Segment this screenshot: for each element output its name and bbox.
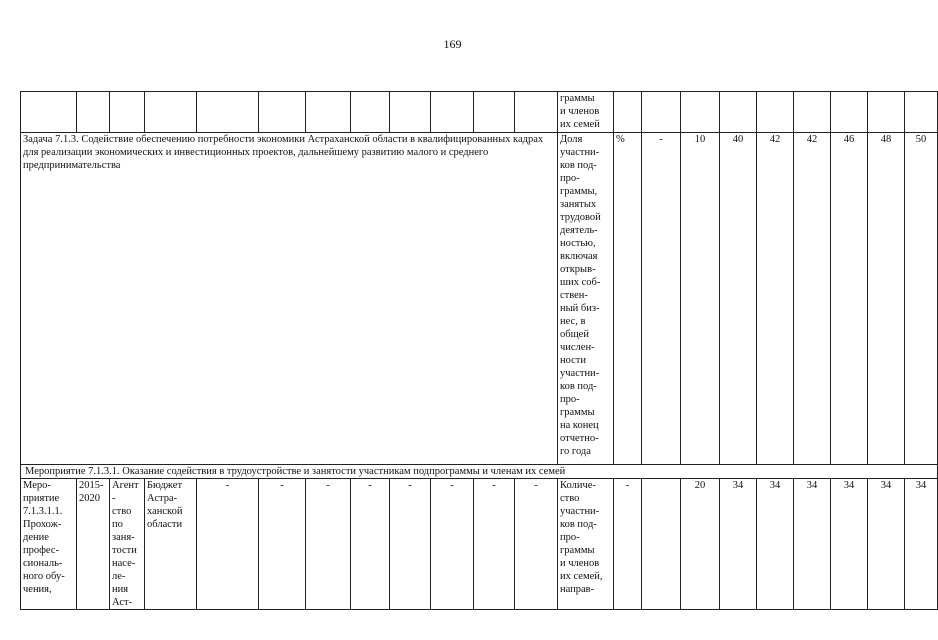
measure-row <box>21 479 938 610</box>
task-value-2019: 46 <box>831 133 868 465</box>
measure-finance-2016: - <box>306 479 351 610</box>
measure-finance-2019: - <box>431 479 474 610</box>
task-value-2015: 10 <box>681 133 720 465</box>
task-indicator: Доля участни- ков под- про- граммы, занятых трудовой деятель- ностью, включая открыв- ших соб- ствен- ный биз- нес, в общей числен- ности участни- ков под- про- граммы на конец отчетно- го года <box>558 133 614 465</box>
task-value-final: 50 <box>905 133 938 465</box>
measure-header: Мероприятие 7.1.3.1. Оказание содействия в трудоустройстве и занятости участникам подпрограммы и членам их семей <box>21 465 938 479</box>
measure-indicator: Количе- ство участни- ков под- про- граммы и членов их семей, направ- <box>558 479 614 610</box>
measure-value-2019: 34 <box>831 479 868 610</box>
page-number: 169 <box>443 37 462 51</box>
program-table <box>20 91 938 610</box>
task-unit: % <box>614 133 642 465</box>
task-row <box>21 133 938 465</box>
task-base-value: - <box>642 133 681 465</box>
measure-header-row <box>21 465 938 479</box>
measure-finance-2015: - <box>259 479 306 610</box>
task-value-2020: 48 <box>868 133 905 465</box>
measure-funding-source: Бюджет Астра- ханской области <box>145 479 197 610</box>
measure-value-2016: 34 <box>720 479 757 610</box>
measure-value-2018: 34 <box>794 479 831 610</box>
task-value-2017: 42 <box>757 133 794 465</box>
measure-finance-2018: - <box>390 479 431 610</box>
measure-finance-2017: - <box>351 479 390 610</box>
task-value-2018: 42 <box>794 133 831 465</box>
measure-name: Меро- приятие 7.1.3.1.1. Прохож- дение профес- сиональ- ного обу- чения, <box>21 479 77 610</box>
measure-base-value <box>642 479 681 610</box>
table-row-continued <box>21 92 938 133</box>
measure-value-2017: 34 <box>757 479 794 610</box>
task-title: Задача 7.1.3. Содействие обеспечению потребности экономики Астраханской области в квалифицированных кадрах для реализации экономических и инвестиционных проектов, дальнейшему развитию малого и среднего предпринимательства <box>21 133 558 465</box>
measure-value-2020: 34 <box>868 479 905 610</box>
measure-finance-total: - <box>197 479 259 610</box>
measure-finance-2020: - <box>474 479 515 610</box>
measure-executor: Агент- ство по заня- тости насе- ле- ния Аст- <box>110 479 145 610</box>
measure-unit: - <box>614 479 642 610</box>
measure-period: 2015- 2020 <box>77 479 110 610</box>
measure-value-final: 34 <box>905 479 938 610</box>
measure-value-2015: 20 <box>681 479 720 610</box>
measure-finance-extra: - <box>515 479 558 610</box>
indicator-continued: граммы и членов их семей <box>558 92 614 133</box>
task-value-2016: 40 <box>720 133 757 465</box>
